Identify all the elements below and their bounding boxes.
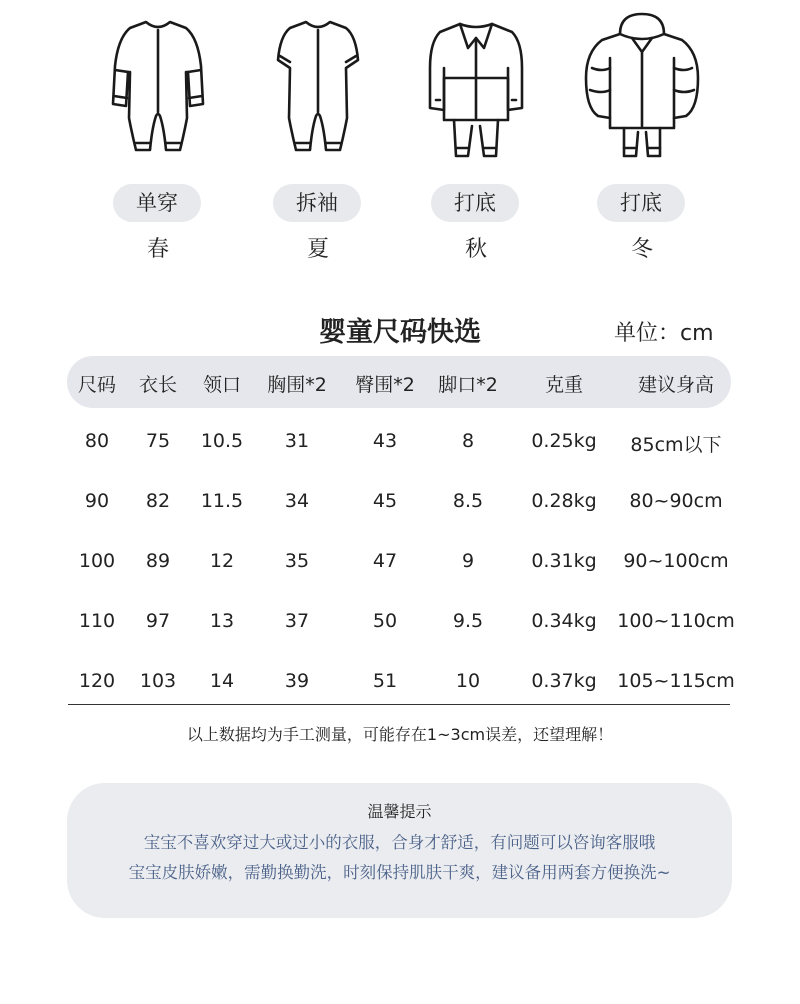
header-cell-size: 尺码 — [77, 374, 116, 396]
cell-length: 103 — [139, 670, 177, 692]
table-row — [0, 610, 800, 650]
cell-collar: 11.5 — [200, 490, 244, 512]
cell-collar: 12 — [209, 550, 235, 572]
cell-weight: 0.28kg — [531, 490, 597, 512]
size-chart-title: 婴童尺码快选 — [319, 317, 481, 348]
cell-chest: 35 — [284, 550, 310, 572]
season-option-winter — [562, 0, 722, 280]
season-label: 夏 — [306, 237, 329, 262]
header-cell-ankle: 脚口*2 — [438, 374, 498, 396]
cell-ankle: 10 — [455, 670, 481, 692]
style-pill: 打底 — [597, 184, 685, 222]
cell-size: 90 — [84, 490, 110, 512]
tips-title: 温馨提示 — [367, 802, 432, 821]
onesie-short-sleeve-icon — [238, 8, 398, 168]
table-divider — [68, 704, 730, 705]
tips-box — [67, 783, 732, 918]
header-cell-height: 建议身高 — [637, 374, 714, 396]
cell-weight: 0.37kg — [531, 670, 597, 692]
header-cell-weight: 克重 — [544, 374, 583, 396]
season-option-summer — [238, 0, 398, 280]
cell-collar: 14 — [209, 670, 235, 692]
season-options — [0, 0, 800, 280]
cell-size: 100 — [78, 550, 116, 572]
cell-hip: 43 — [372, 430, 398, 452]
tips-line: 宝宝不喜欢穿过大或过小的衣服，合身才舒适，有问题可以咨询客服哦 — [143, 833, 656, 852]
cell-hip: 45 — [372, 490, 398, 512]
cell-height: 85cm以下 — [630, 434, 722, 456]
cell-hip: 50 — [372, 610, 398, 632]
cell-size: 120 — [78, 670, 116, 692]
cell-collar: 10.5 — [200, 430, 244, 452]
cell-hip: 47 — [372, 550, 398, 572]
cell-ankle: 9.5 — [452, 610, 484, 632]
cell-chest: 34 — [284, 490, 310, 512]
cell-chest: 39 — [284, 670, 310, 692]
header-cell-hip: 臀围*2 — [355, 374, 415, 396]
season-label: 冬 — [630, 237, 653, 262]
cell-length: 75 — [145, 430, 171, 452]
cell-length: 89 — [145, 550, 171, 572]
onesie-with-jacket-icon — [396, 8, 556, 168]
cell-collar: 13 — [209, 610, 235, 632]
size-table-header — [67, 356, 731, 408]
cell-length: 82 — [145, 490, 171, 512]
table-row — [0, 430, 800, 470]
cell-chest: 31 — [284, 430, 310, 452]
table-row — [0, 490, 800, 530]
cell-height: 105~115cm — [617, 670, 735, 692]
cell-ankle: 9 — [461, 550, 475, 572]
style-pill: 打底 — [431, 184, 519, 222]
cell-weight: 0.25kg — [531, 430, 597, 452]
cell-size: 110 — [78, 610, 116, 632]
season-label: 春 — [146, 237, 169, 262]
onesie-with-down-jacket-icon — [562, 8, 722, 168]
header-cell-length: 衣长 — [138, 374, 177, 396]
season-option-spring — [78, 0, 238, 280]
cell-hip: 51 — [372, 670, 398, 692]
header-cell-chest: 胸围*2 — [267, 374, 327, 396]
cell-chest: 37 — [284, 610, 310, 632]
style-pill: 拆袖 — [273, 184, 361, 222]
season-label: 秋 — [464, 237, 487, 262]
cell-weight: 0.31kg — [531, 550, 597, 572]
unit-label: 单位：cm — [614, 321, 714, 346]
cell-weight: 0.34kg — [531, 610, 597, 632]
tips-line: 宝宝皮肤娇嫩，需勤换勤洗，时刻保持肌肤干爽，建议备用两套方便换洗~ — [128, 863, 671, 882]
cell-height: 80~90cm — [629, 490, 723, 512]
cell-size: 80 — [84, 430, 110, 452]
style-pill: 单穿 — [113, 184, 201, 222]
table-row — [0, 550, 800, 590]
cell-height: 90~100cm — [623, 550, 729, 572]
header-cell-collar: 领口 — [202, 374, 241, 396]
cell-ankle: 8 — [461, 430, 475, 452]
cell-height: 100~110cm — [617, 610, 735, 632]
measurement-note: 以上数据均为手工测量，可能存在1~3cm误差，还望理解！ — [186, 725, 614, 744]
cell-ankle: 8.5 — [452, 490, 484, 512]
onesie-long-sleeve-icon — [78, 8, 238, 168]
season-option-autumn — [396, 0, 556, 280]
cell-length: 97 — [145, 610, 171, 632]
